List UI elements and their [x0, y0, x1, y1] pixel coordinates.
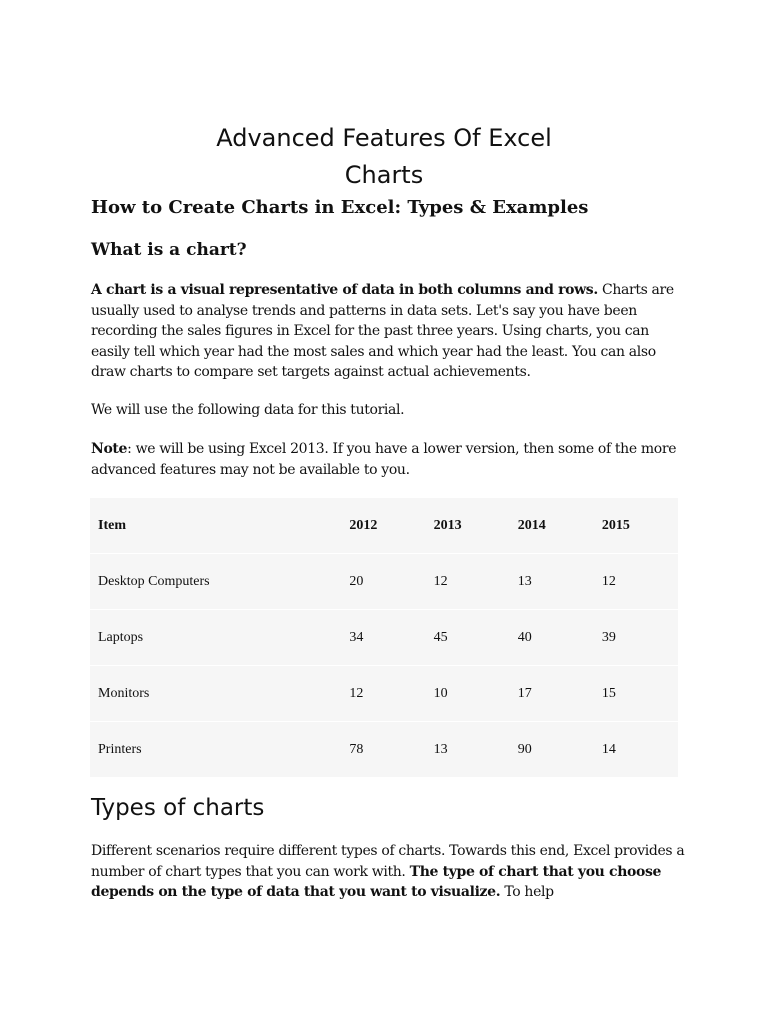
table-header-cell: 2012: [341, 498, 425, 554]
note-label: Note: [91, 441, 128, 457]
intro-rest-text: Charts are usually used to analyse trends and patterns in data sets. Let's say you have been recording the sales figures in Excel for the past three years. Using charts, you can easily tell which year had the most sales and which year had the least. You can also draw charts to compare set targets against actual achievements.: [91, 282, 674, 380]
table-row: [90, 610, 678, 666]
table-cell: 13: [510, 554, 594, 610]
table-cell: 10: [426, 666, 510, 722]
intro-paragraph: [91, 280, 691, 383]
data-intro-paragraph: We will use the following data for this tutorial.: [91, 402, 405, 418]
table-cell: 14: [601, 741, 616, 757]
types-bold-text: The type of chart that you choose depends on the type of data that you want to visualize.: [91, 863, 662, 900]
note-text: : we will be using Excel 2013. If you have a lower version, then some of the more advanced features may not be available to you.: [91, 441, 677, 478]
document-title-line-1: Advanced Features Of Excel: [216, 124, 552, 152]
table-cell: 17: [510, 666, 594, 722]
table-cell: 12: [594, 554, 678, 610]
table-cell: 45: [426, 610, 510, 666]
table-header-cell: 2014: [510, 498, 594, 554]
article-subtitle: How to Create Charts in Excel: Types & Examples: [91, 197, 589, 218]
document-title-line-2: Charts: [344, 161, 424, 189]
document-title: [0, 120, 768, 194]
table-header-cell: 2015: [594, 498, 678, 554]
table-cell: Laptops: [90, 610, 341, 666]
table-cell: 12: [341, 666, 425, 722]
table-row: [90, 722, 678, 778]
section-heading-types-of-charts: Types of charts: [91, 795, 265, 821]
types-paragraph: [91, 841, 691, 903]
note-paragraph: [91, 439, 691, 480]
table-row: [90, 554, 678, 610]
table-cell: 20: [341, 554, 425, 610]
table-row: [90, 666, 678, 722]
table-cell: 34: [341, 610, 425, 666]
table-cell: 15: [594, 666, 678, 722]
intro-bold-text: A chart is a visual representative of data in both columns and rows.: [91, 282, 598, 298]
table-cell: 78: [349, 741, 364, 757]
table-header-row: [90, 498, 678, 554]
table-cell: 13: [433, 741, 448, 757]
table-cell: Printers: [98, 741, 142, 757]
table-cell: Monitors: [90, 666, 341, 722]
table-header-cell: Item: [90, 498, 341, 554]
section-heading-what-is-chart: What is a chart?: [91, 240, 247, 260]
table-cell: 90: [517, 741, 532, 757]
sales-data-table: [90, 498, 678, 777]
table-cell: 12: [426, 554, 510, 610]
table-cell: 39: [594, 610, 678, 666]
types-text-part-1: Different scenarios require different types of charts. Towards this end, Excel provides a number of chart types that you can work with.: [91, 843, 685, 880]
table-cell: Desktop Computers: [90, 554, 341, 610]
table-cell: 40: [510, 610, 594, 666]
table-header-cell: 2013: [426, 498, 510, 554]
types-text-part-2: To help: [500, 884, 554, 900]
